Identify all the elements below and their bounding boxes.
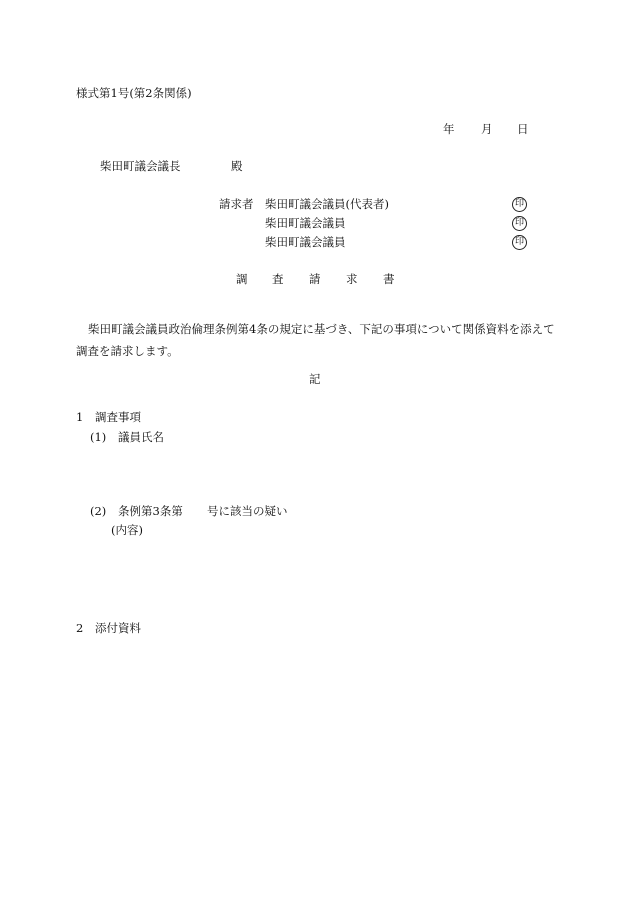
date-day: 日 bbox=[517, 122, 529, 136]
ki-marker: 記 bbox=[309, 372, 321, 386]
item-1-label: 議員氏名 bbox=[118, 430, 164, 444]
seal-stamp-1: 印 bbox=[512, 197, 527, 212]
date-month: 月 bbox=[481, 122, 493, 136]
requester-label: 請求者 bbox=[219, 197, 254, 211]
item-2-content-label: (内容) bbox=[111, 523, 143, 537]
seal-stamp-2: 印 bbox=[512, 216, 527, 231]
title-char-3: 請 bbox=[309, 272, 321, 286]
title-char-4: 求 bbox=[346, 272, 358, 286]
requester-name-1: 柴田町議会議員(代表者) bbox=[265, 197, 389, 211]
section-1-number: 1 bbox=[76, 410, 84, 424]
requester-name-2: 柴田町議会議員 bbox=[265, 216, 346, 230]
title-char-2: 査 bbox=[272, 272, 284, 286]
form-label: 様式第1号(第2条関係) bbox=[76, 86, 192, 100]
document-title bbox=[236, 274, 395, 286]
item-2-number: (2) bbox=[90, 504, 107, 518]
body-paragraph: 柴田町議会議員政治倫理条例第4条の規定に基づき、下記の事項について関係資料を添えて調査を請求します。 bbox=[76, 322, 555, 358]
requester-name-3: 柴田町議会議員 bbox=[265, 235, 346, 249]
title-char-1: 調 bbox=[236, 272, 248, 286]
date-line bbox=[443, 124, 529, 136]
title-char-5: 書 bbox=[383, 272, 395, 286]
section-1-title: 調査事項 bbox=[95, 410, 141, 424]
item-2-label-pre: 条例第3条第 bbox=[118, 504, 183, 518]
section-2-number: 2 bbox=[76, 621, 84, 635]
date-year: 年 bbox=[443, 122, 455, 136]
item-2-label-post: 号に該当の疑い bbox=[207, 504, 288, 518]
section-2-title: 添付資料 bbox=[95, 621, 141, 635]
item-1-number: (1) bbox=[90, 430, 107, 444]
addressee-name: 柴田町議会議長 bbox=[100, 159, 181, 173]
addressee-honorific: 殿 bbox=[231, 159, 243, 173]
seal-stamp-3: 印 bbox=[512, 235, 527, 250]
